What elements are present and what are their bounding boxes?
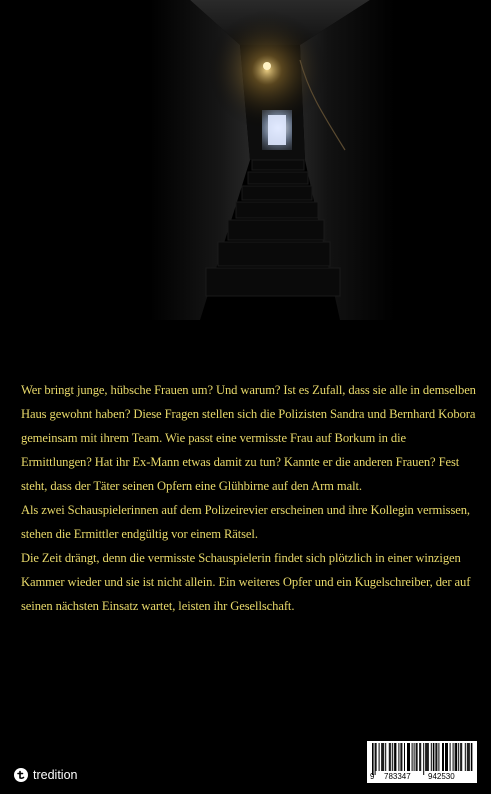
barcode-digit-first: 9 xyxy=(370,772,375,781)
isbn-barcode xyxy=(367,741,477,783)
blurb-paragraph-3: Die Zeit drängt, denn die vermisste Schauspielerin findet sich plötzlich in einer winzigen Kammer wieder und sie ist nicht allein. Ein weiteres Opfer und ein Kugelschreiber, der auf seinen nächsten Einsatz wartet, leisten ihr Gesellschaft. xyxy=(21,551,471,613)
barcode-digits-right: 942530 xyxy=(428,772,455,781)
publisher-mark xyxy=(14,767,77,783)
blurb-paragraph-2: Als zwei Schauspielerinnen auf dem Polizeirevier erscheinen und ihre Kollegin vermissen, stehen die Ermittler endgültig vor einem Rätsel. xyxy=(21,503,470,541)
barcode-digits-left: 783347 xyxy=(384,772,411,781)
blurb-paragraph-1: Wer bringt junge, hübsche Frauen um? Und warum? Ist es Zufall, dass sie alle in demselben Haus gewohnt haben? Diese Fragen stellen sich die Polizisten Sandra und Bernhard Kobora gemeinsam mit ihrem Team. Wie passt eine vermisste Frau auf Borkum in die Ermittlungen? Hat ihr Ex-Mann etwas damit zu tun? Kannte er die anderen Frauen? Fest steht, dass der Täter seinen Opfern eine Glühbirne auf den Arm malt. xyxy=(21,383,476,493)
blurb-text xyxy=(21,378,477,618)
tredition-logo-icon xyxy=(14,768,28,782)
barcode-digits xyxy=(367,772,477,782)
stairwell-photo xyxy=(0,0,491,350)
publisher-name: tredition xyxy=(33,768,78,782)
